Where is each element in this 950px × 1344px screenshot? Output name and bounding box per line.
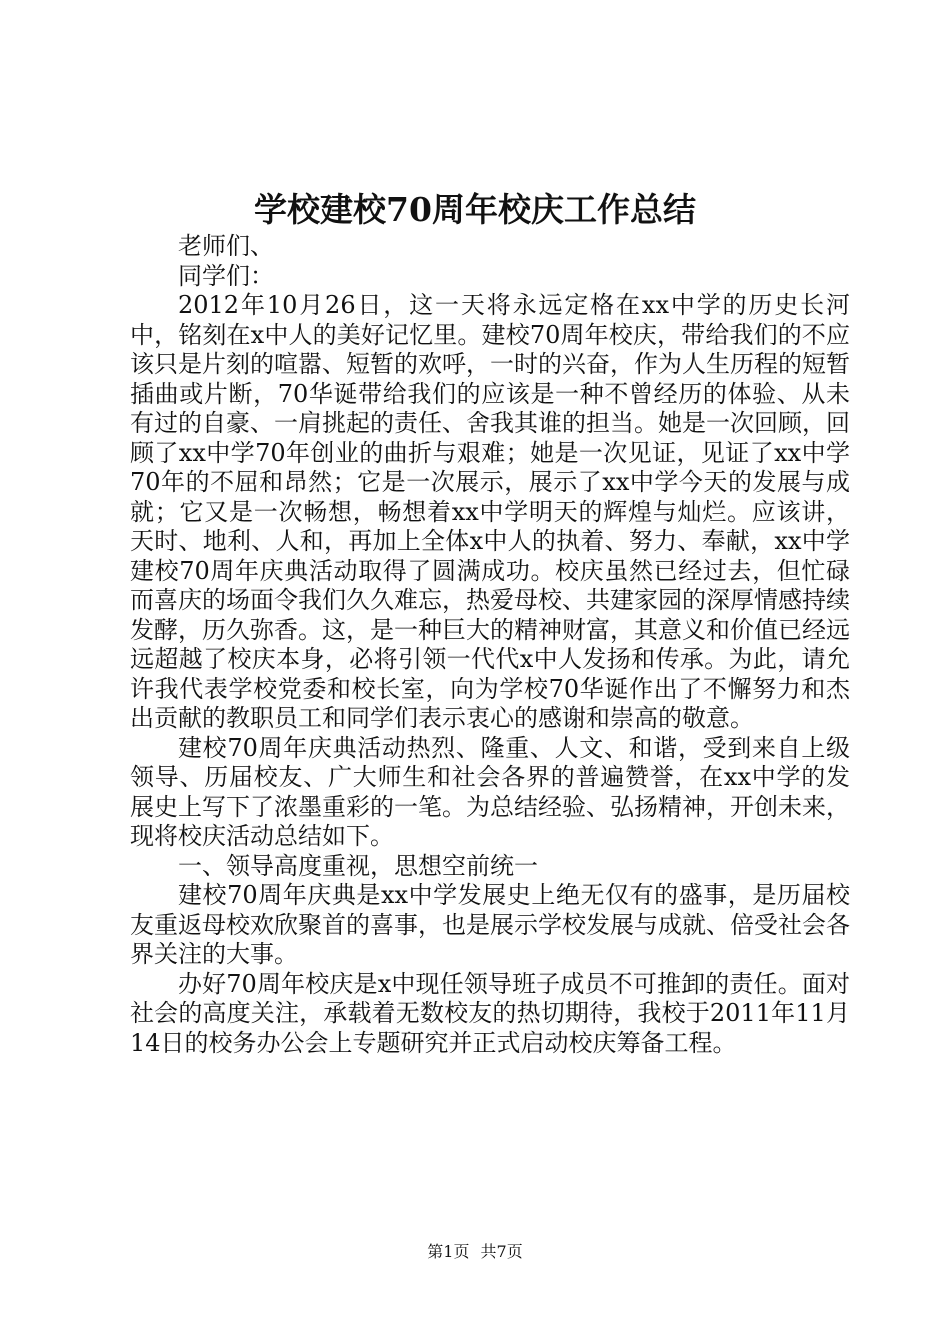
page-total: 共7页: [480, 1242, 523, 1261]
paragraph-summary: 建校70周年庆典活动热烈、隆重、人文、和谐，受到来自上级领导、历届校友、广大师生和社会各界的普遍赞誉，在xx中学的发展史上写下了浓墨重彩的一笔。为总结经验、弘扬精神，开创未来，现将校庆活动总结如下。: [130, 733, 850, 850]
paragraph-section-1b: 办好70周年校庆是x中现任领导班子成员不可推卸的责任。面对社会的高度关注，承载着无数校友的热切期待，我校于2011年11月14日的校务办公会上专题研究并正式启动校庆筹备工程。: [130, 969, 850, 1057]
paragraph-section-1a: 建校70周年庆典是xx中学发展史上绝无仅有的盛事，是历届校友重返母校欢欣聚首的喜事，也是展示学校发展与成就、倍受社会各界关注的大事。: [130, 881, 850, 968]
document-body: [130, 232, 850, 1058]
page-number: 第1页: [427, 1242, 470, 1261]
page-footer: [0, 1240, 950, 1264]
paragraph-intro: 2012年10月26日，这一天将永远定格在xx中学的历史长河中，铭刻在x中人的美好记忆里。建校70周年校庆，带给我们的不应该只是片刻的喧嚣、短暂的欢呼，一时的兴奋，作为人生历程的短暂插曲或片断，70华诞带给我们的应该是一种不曾经历的体验、从未有过的自豪、一肩挑起的责任、舍我其谁的担当。她是一次回顾，回顾了xx中学70年创业的曲折与艰难；她是一次见证，见证了xx中学70年的不屈和昂然；它是一次展示，展示了xx中学今天的发展与成就；它又是一次畅想，畅想着xx中学明天的辉煌与灿烂。应该讲，天时、地利、人和，再加上全体x中人的执着、努力、奉献，xx中学建校70周年庆典活动取得了圆满成功。校庆虽然已经过去，但忙碌而喜庆的场面令我们久久难忘，热爱母校、共建家园的深厚情感持续发酵，历久弥香。这，是一种巨大的精神财富，其意义和价值已经远远超越了校庆本身，必将引领一代代x中人发扬和传承。为此，请允许我代表学校党委和校长室，向为学校70华诞作出了不懈努力和杰出贡献的教职员工和同学们表示衷心的感谢和崇高的敬意。: [130, 291, 850, 732]
salutation-teachers: 老师们、: [178, 232, 274, 260]
section-heading-1: 一、领导高度重视，思想空前统一: [178, 851, 538, 880]
document-title: 学校建校70周年校庆工作总结: [254, 190, 696, 229]
salutation-students: 同学们：: [178, 261, 274, 290]
